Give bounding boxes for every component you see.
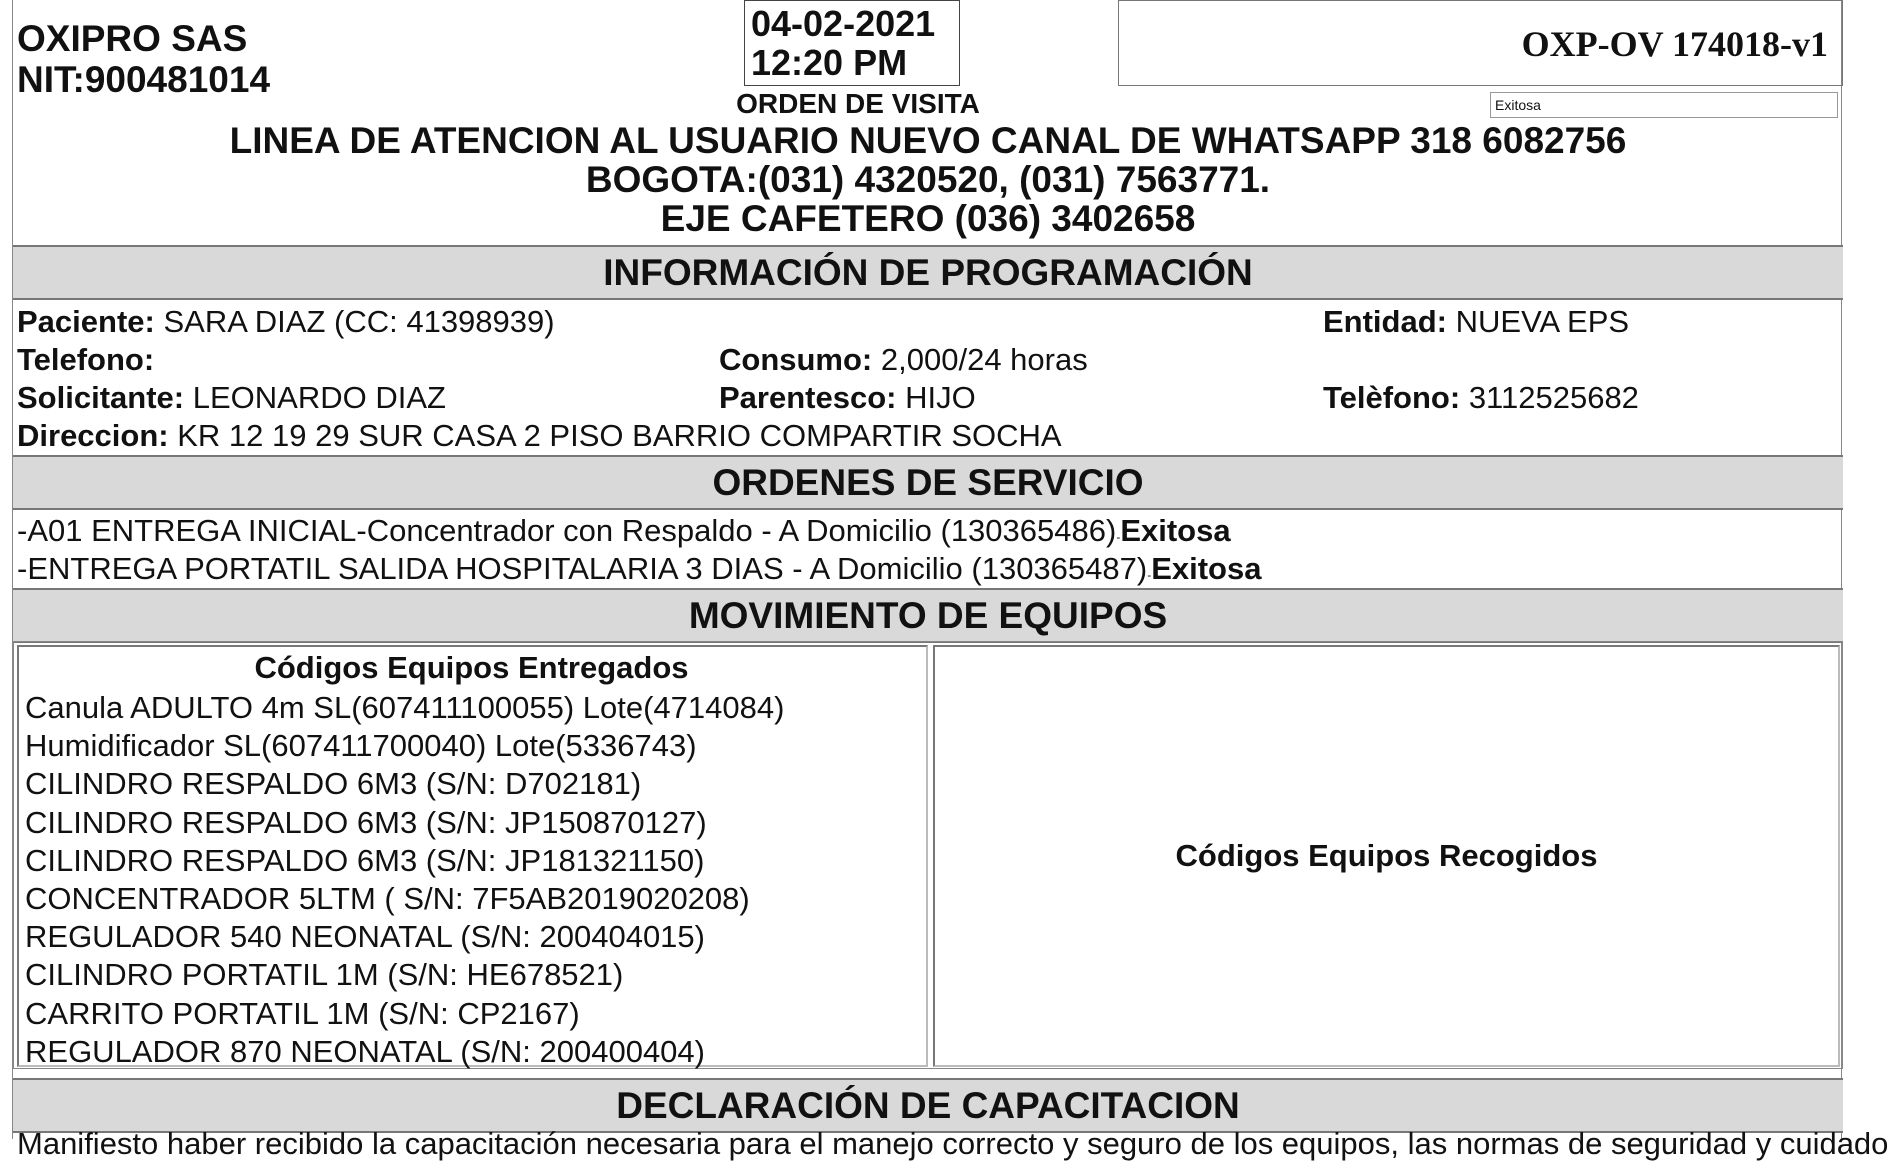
consumption-row <box>719 341 1088 379</box>
requester-value: LEONARDO DIAZ <box>192 380 446 415</box>
delivered-equipment-item: Canula ADULTO 4m SL(607411100055) Lote(4714084) <box>25 690 785 725</box>
section-header-declaracion: DECLARACIÓN DE CAPACITACION <box>13 1078 1843 1133</box>
collected-equipment-title: Códigos Equipos Recogidos <box>1175 838 1598 873</box>
consumption-label: Consumo: <box>719 342 873 377</box>
address-value: KR 12 19 29 SUR CASA 2 PISO BARRIO COMPARTIR SOCHA <box>177 418 1062 453</box>
delivered-equipment-cell <box>17 645 928 1067</box>
requester-phone-row <box>1323 379 1639 417</box>
requester-row <box>17 379 446 417</box>
requester-phone-value: 3112525682 <box>1468 380 1639 415</box>
patient-label: Paciente: <box>17 304 155 339</box>
company-name: OXIPRO SAS <box>17 18 248 59</box>
section-header-programacion: INFORMACIÓN DE PROGRAMACIÓN <box>13 245 1843 300</box>
patient-value: SARA DIAZ (CC: 41398939) <box>163 304 555 339</box>
visit-order-document <box>12 0 1888 1161</box>
service-order-separator: - <box>1116 530 1121 544</box>
delivered-equipment-item: CILINDRO RESPALDO 6M3 (S/N: JP150870127) <box>25 804 707 840</box>
hotline-block <box>13 121 1843 238</box>
section-header-ordenes: ORDENES DE SERVICIO <box>13 455 1843 510</box>
delivered-equipment-item: CONCENTRADOR 5LTM ( S/N: 7F5AB2019020208) <box>25 881 750 917</box>
service-order-status: Exitosa <box>1120 513 1231 548</box>
service-order-separator: - <box>1147 568 1152 582</box>
address-row <box>17 417 1062 455</box>
order-time: 12:20 PM <box>751 42 908 83</box>
section-header-movimiento: MOVIMIENTO DE EQUIPOS <box>13 588 1843 643</box>
date-time-box <box>744 0 960 86</box>
requester-label: Solicitante: <box>17 380 185 415</box>
relationship-value: HIJO <box>905 380 976 415</box>
delivered-equipment-title: Códigos Equipos Entregados <box>254 650 689 685</box>
delivered-equipment-item: REGULADOR 540 NEONATAL (S/N: 200404015) <box>25 919 705 955</box>
requester-phone-label: Telèfono: <box>1323 380 1461 415</box>
entity-value: NUEVA EPS <box>1455 304 1630 339</box>
entity-row <box>1323 303 1629 341</box>
phone-label: Telefono: <box>17 342 155 377</box>
delivered-equipment-item: CILINDRO RESPALDO 6M3 (S/N: JP181321150) <box>25 842 705 878</box>
hotline-line-2: BOGOTA:(031) 4320520, (031) 7563771. <box>585 159 1271 200</box>
address-label: Direccion: <box>17 418 169 453</box>
entity-label: Entidad: <box>1323 304 1447 339</box>
collected-equipment-cell <box>933 645 1840 1067</box>
company-nit: NIT:900481014 <box>17 59 271 100</box>
equipment-table <box>13 641 1843 1069</box>
delivered-equipment-item: REGULADOR 870 NEONATAL (S/N: 200400404) <box>25 1033 705 1069</box>
delivered-equipment-item: CILINDRO PORTATIL 1M (S/N: HE678521) <box>25 957 624 993</box>
order-code: OXP-OV 174018-v1 <box>1118 0 1843 86</box>
company-block <box>17 18 270 100</box>
hotline-line-1: LINEA DE ATENCION AL USUARIO NUEVO CANAL DE WHATSAPP 318 6082756 <box>229 120 1627 161</box>
order-type-title: ORDEN DE VISITA <box>736 88 980 119</box>
patient-row <box>17 303 555 341</box>
order-date: 04-02-2021 <box>751 3 936 44</box>
relationship-row <box>719 379 976 417</box>
relationship-label: Parentesco: <box>719 380 897 415</box>
delivered-equipment-item: Humidificador SL(607411700040) Lote(5336743) <box>25 728 697 764</box>
hotline-line-3: EJE CAFETERO (036) 3402658 <box>660 198 1196 239</box>
delivered-equipment-item: CARRITO PORTATIL 1M (S/N: CP2167) <box>25 995 580 1031</box>
phone-row <box>17 341 154 379</box>
consumption-value: 2,000/24 horas <box>880 342 1088 377</box>
service-order-status: Exitosa <box>1151 551 1262 586</box>
service-order-text: -A01 ENTREGA INICIAL-Concentrador con Respaldo - A Domicilio (130365486) <box>17 513 1117 548</box>
delivered-equipment-item: CILINDRO RESPALDO 6M3 (S/N: D702181) <box>25 766 642 802</box>
status-field[interactable] <box>1490 92 1838 118</box>
declaration-text: Manifiesto haber recibido la capacitación necesaria para el manejo correcto y seguro de los equipos, las normas de seguridad y cuidado <box>17 1126 1888 1161</box>
service-order-text: -ENTREGA PORTATIL SALIDA HOSPITALARIA 3 DIAS - A Domicilio (130365487) <box>17 551 1148 586</box>
